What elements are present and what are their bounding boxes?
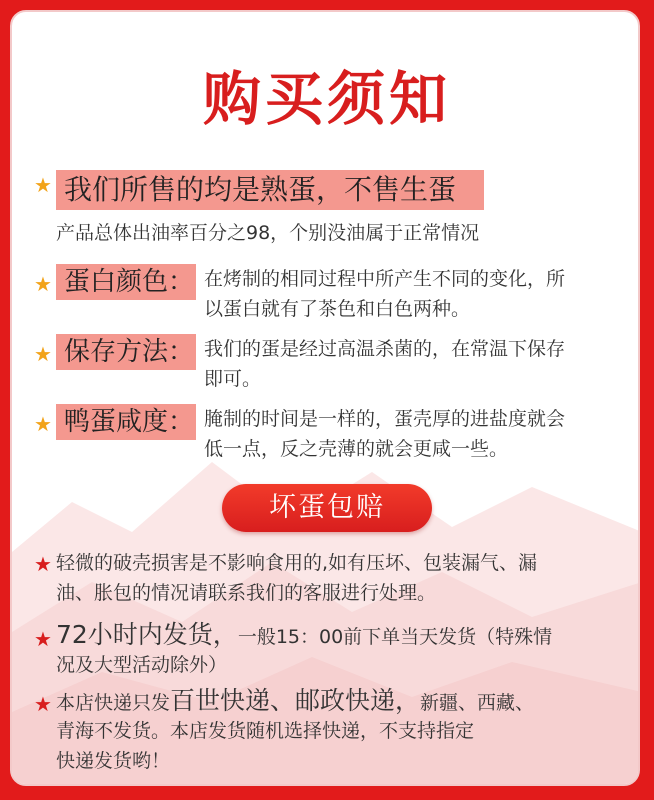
- star-icon: ★: [34, 627, 52, 651]
- policy2-text: 一般15：00前下单当天发货（特殊情: [237, 626, 553, 648]
- item-text-color-1: 在烤制的相同过程中所产生不同的变化，所: [204, 268, 566, 290]
- notice-card: [10, 10, 640, 786]
- item-label-storage: 保存方法：: [56, 334, 196, 370]
- policy3-prefix: 本店快递只发: [56, 692, 171, 714]
- item-text-storage-1: 我们的蛋是经过高温杀菌的，在常温下保存: [204, 338, 566, 360]
- item-label-color: 蛋白颜色：: [56, 264, 196, 300]
- policy2-line1: [56, 620, 552, 652]
- policy3-line1: [56, 686, 534, 718]
- policy3-line3: 快递发货哟！: [56, 750, 171, 772]
- page-title: 购买须知: [202, 65, 451, 133]
- star-icon: ★: [34, 272, 52, 296]
- item-text-color-2: 以蛋白就有了茶色和白色两种。: [204, 298, 471, 320]
- policy3-big: 百世快递、邮政快递，: [170, 686, 421, 715]
- star-icon: ★: [34, 342, 52, 366]
- star-icon: ★: [34, 692, 52, 716]
- item-text-saltiness-1: 腌制的时间是一样的，蛋壳厚的进盐度就会: [204, 408, 566, 430]
- policy2-head: 72小时内发货，: [56, 620, 238, 649]
- policy1-line2: 油、胀包的情况请联系我们的客服进行处理。: [56, 582, 437, 604]
- star-icon: ★: [34, 412, 52, 436]
- item-text-storage-2: 即可。: [204, 368, 262, 390]
- item-text-saltiness-2: 低一点，反之壳薄的就会更咸一些。: [204, 438, 509, 460]
- policy2-line2: 况及大型活动除外）: [56, 654, 228, 676]
- star-icon: ★: [34, 173, 52, 197]
- compensation-badge: 坏蛋包赔: [222, 484, 432, 532]
- policy3-tail: 新疆、西藏、: [420, 692, 535, 714]
- note-sub: 产品总体出油率百分之98，个别没油属于正常情况: [56, 222, 480, 244]
- item-label-saltiness: 鸭蛋咸度：: [56, 404, 196, 440]
- policy1-line1: 轻微的破壳损害是不影响食用的,如有压坏、包装漏气、漏: [56, 552, 538, 574]
- note-head: 我们所售的均是熟蛋，不售生蛋: [56, 170, 484, 210]
- policy3-line2: 青海不发货。本店发货随机选择快递，不支持指定: [56, 720, 475, 742]
- star-icon: ★: [34, 552, 52, 576]
